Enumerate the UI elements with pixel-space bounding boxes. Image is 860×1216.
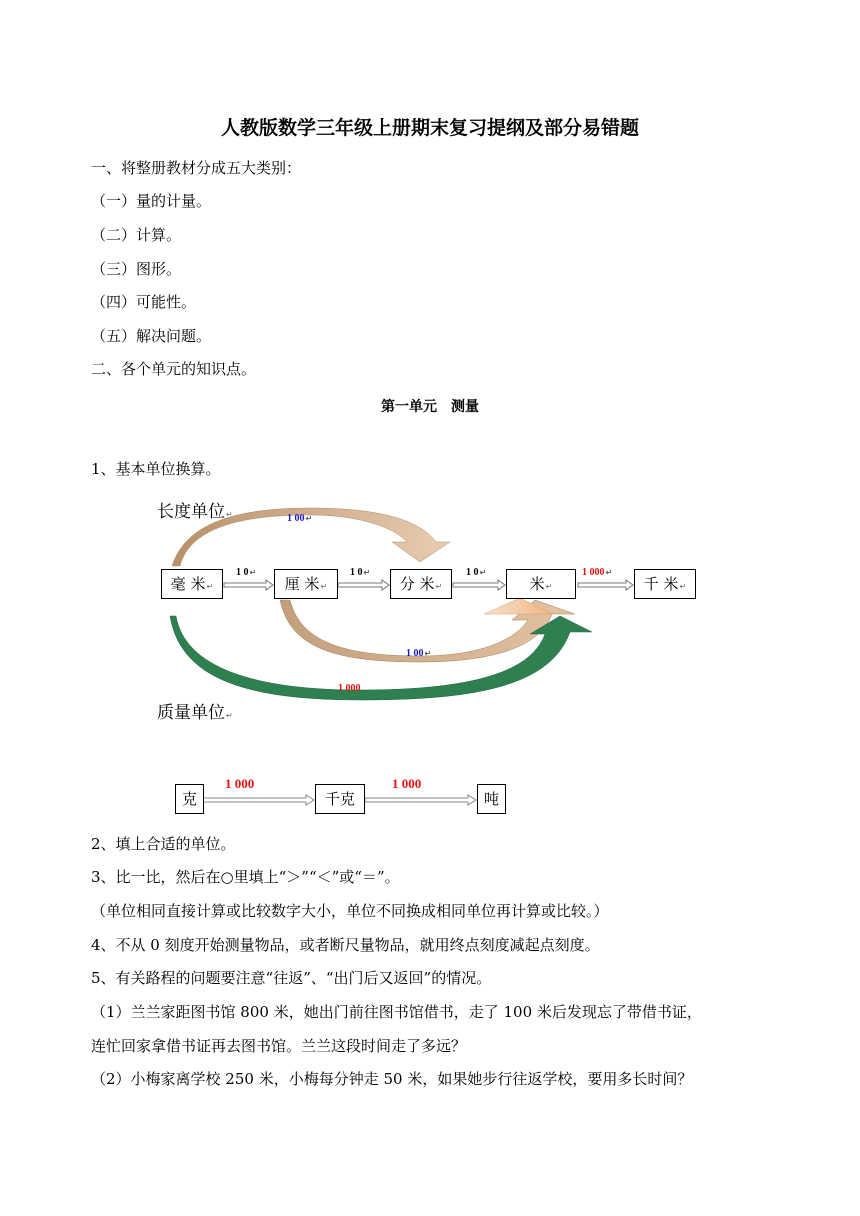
unit-box-mm: 毫 米↵ [161, 569, 223, 599]
unit-box-dm: 分 米↵ [390, 569, 452, 599]
category-item: （四）可能性。 [91, 293, 197, 311]
mass-units-label: 质量单位↵ [157, 703, 233, 723]
step-label: 1 0↵ [350, 567, 371, 578]
unit-box-kg: 千克 [315, 784, 365, 814]
item-heading: 1、基本单位换算。 [91, 460, 221, 478]
mass-step-label: 1 000 [392, 776, 422, 791]
problem-text: （2）小梅家离学校 250 米，小梅每分钟走 50 米，如果她步行往返学校，要用多长时间？ [91, 1070, 693, 1088]
arc-label-red: 1 000 [338, 683, 361, 694]
section-heading-categories: 一、将整册教材分成五大类别： [91, 159, 302, 177]
category-item: （一）量的计量。 [91, 192, 212, 210]
arc-label-blue: 1 00↵ [406, 648, 432, 659]
item-text: 5、有关路程的问题要注意“往返”、“出门后又返回”的情况。 [91, 969, 492, 987]
category-item: （五）解决问题。 [91, 327, 212, 345]
item-text: 3、比一比，然后在○里填上“＞”“＜”或“＝”。 [91, 868, 400, 886]
item-text: 2、填上合适的单位。 [91, 835, 236, 853]
unit-box-t: 吨 [477, 784, 506, 814]
category-item: （二）计算。 [91, 226, 182, 244]
item-note: （单位相同直接计算或比较数字大小，单位不同换成相同单位再计算或比较。） [91, 902, 609, 920]
unit-box-cm: 厘 米↵ [274, 569, 338, 599]
arc-label-blue: 1 00↵ [287, 513, 313, 524]
problem-text: （1）兰兰家距图书馆 800 米，她出门前往图书馆借书，走了 100 米后发现忘了带借书证， [91, 1003, 702, 1021]
step-label-red: 1 000↵ [582, 567, 613, 578]
section-heading-knowledge: 二、各个单元的知识点。 [91, 360, 257, 378]
problem-text: 连忙回家拿借书证再去图书馆。兰兰这段时间走了多远？ [91, 1037, 467, 1055]
step-label: 1 0↵ [236, 567, 257, 578]
category-item: （三）图形。 [91, 260, 182, 278]
step-label: 1 0↵ [466, 567, 487, 578]
unit-box-g: 克 [175, 784, 204, 814]
unit-box-km: 千 米↵ [634, 569, 696, 599]
item-text: 4、不从 0 刻度开始测量物品，或者断尺量物品，就用终点刻度减起点刻度。 [91, 936, 600, 954]
mass-step-label: 1 000 [225, 776, 255, 791]
length-units-label: 长度单位↵ [157, 502, 233, 522]
page-title: 人教版数学三年级上册期末复习提纲及部分易错题 [220, 117, 639, 139]
unit-heading: 第一单元 测量 [381, 399, 479, 415]
unit-box-m: 米↵ [506, 569, 576, 599]
